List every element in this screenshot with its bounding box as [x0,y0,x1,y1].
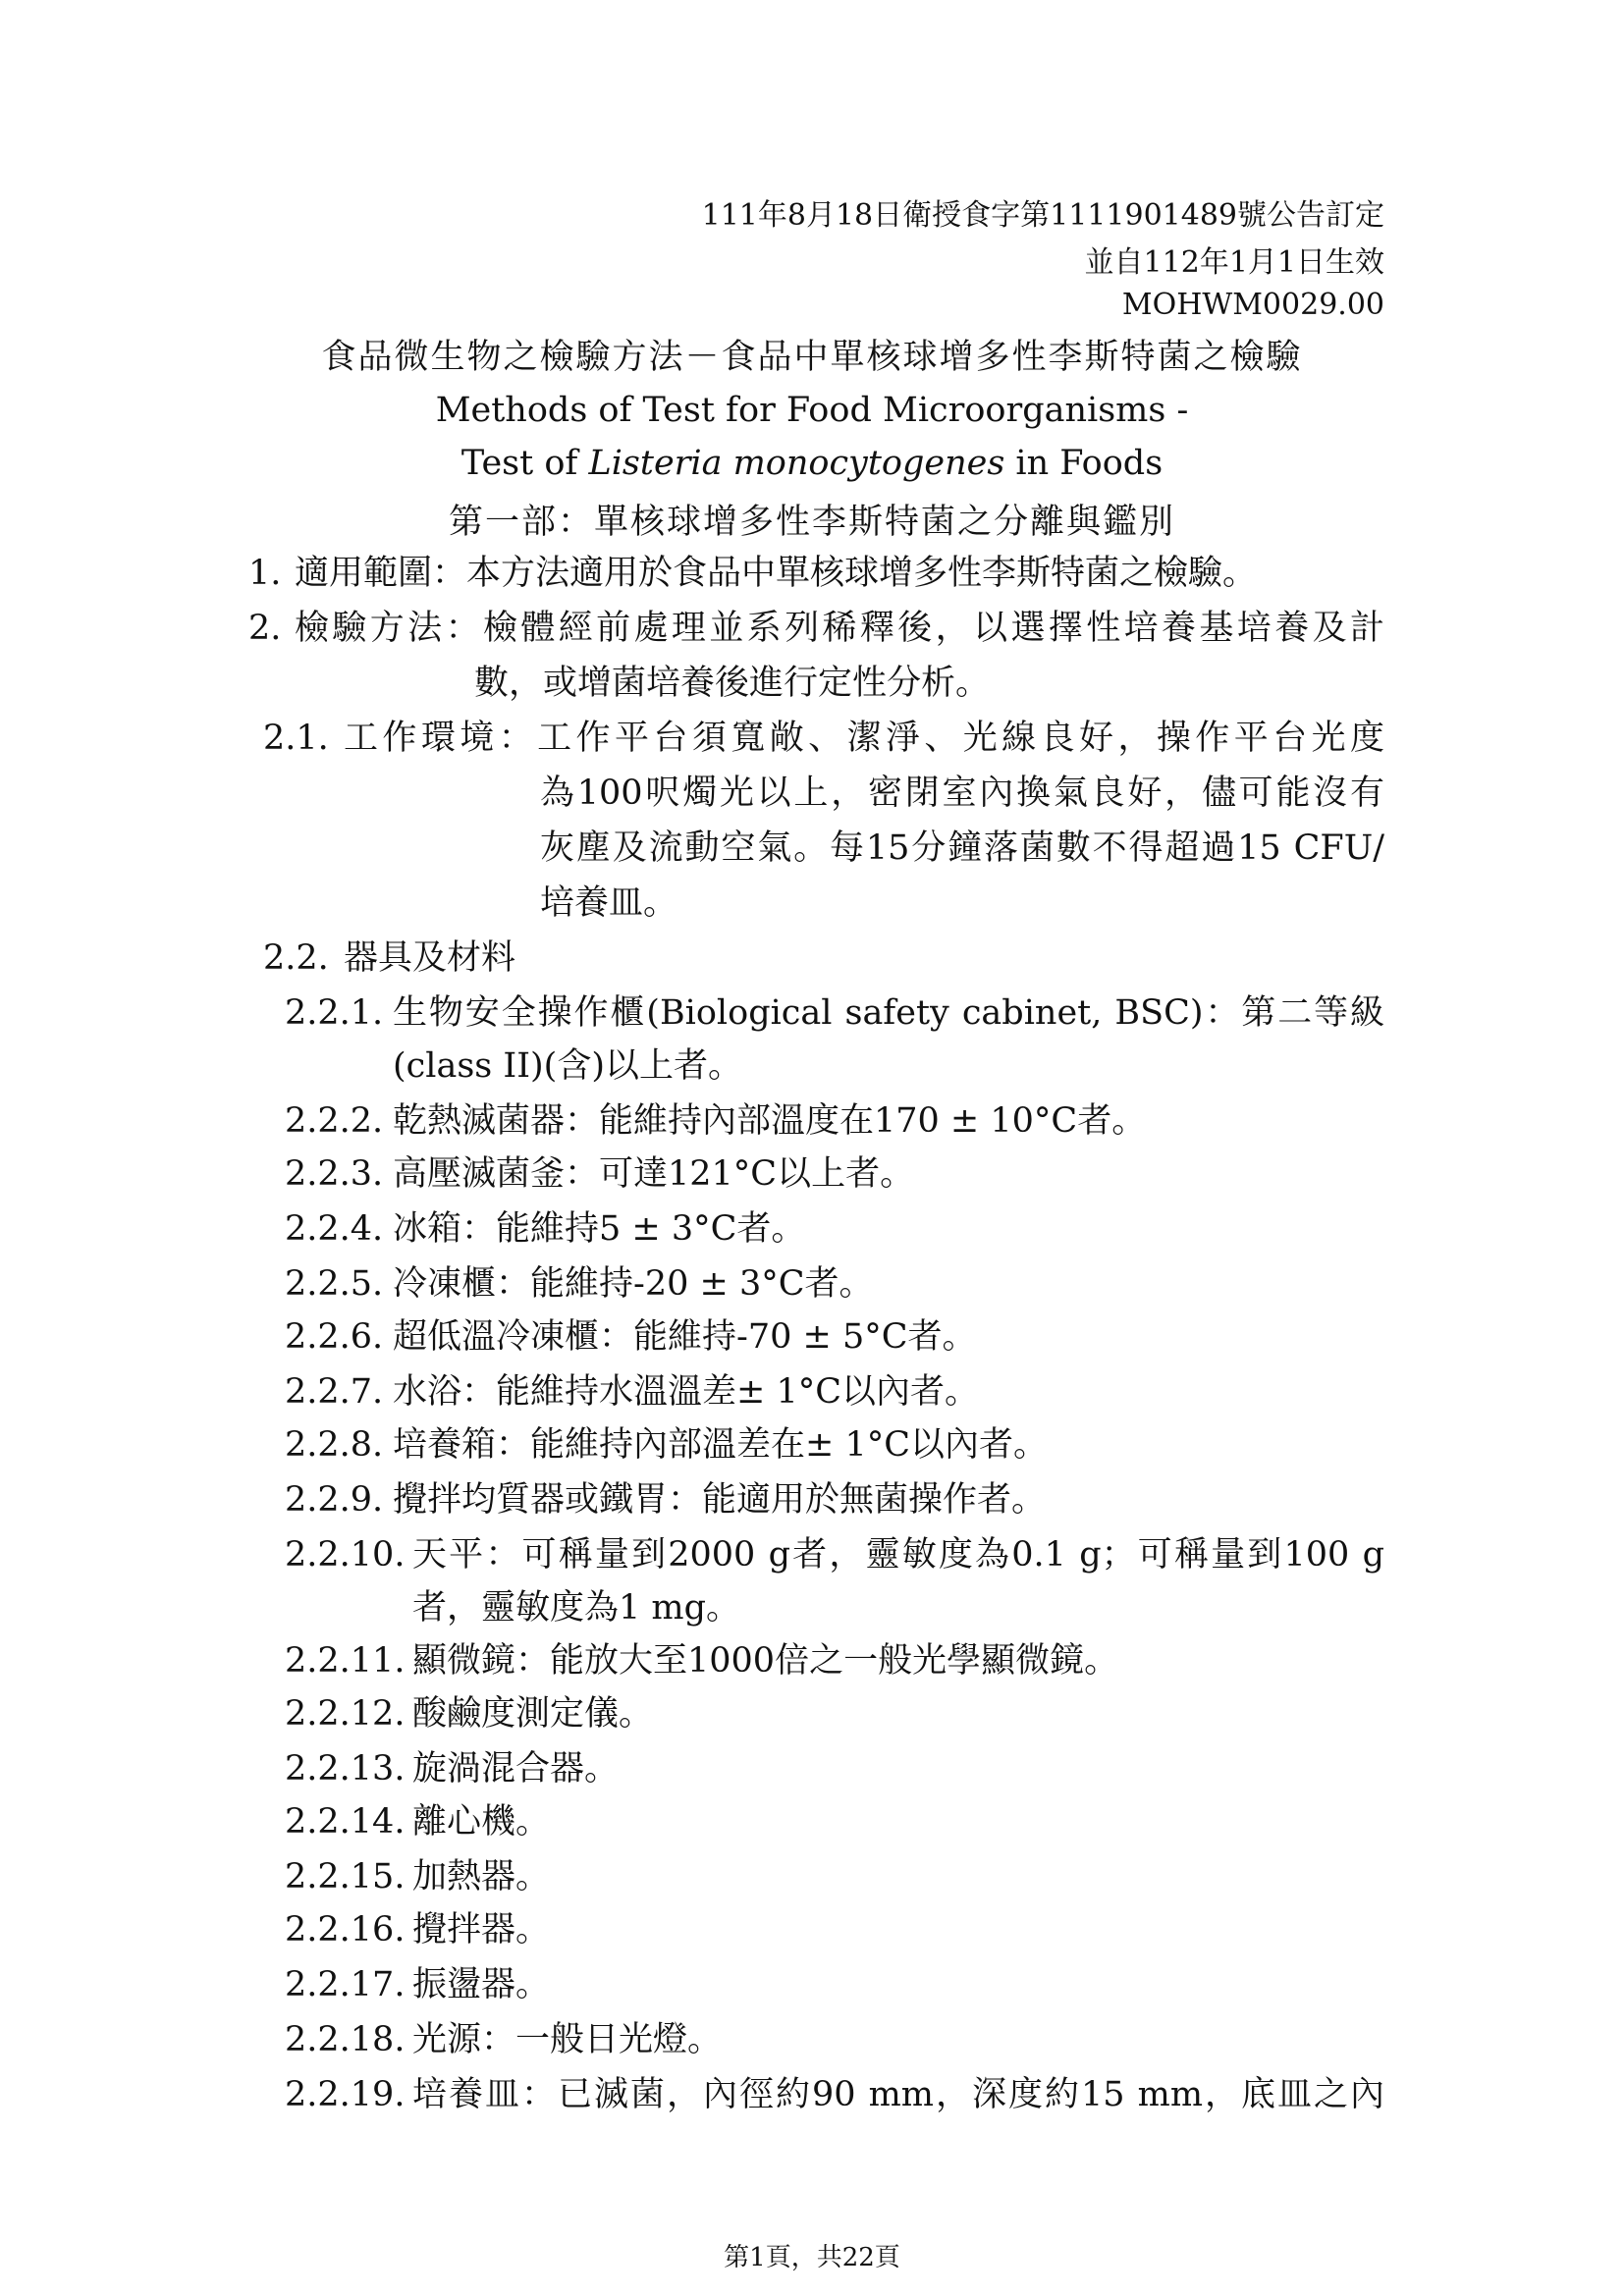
item-text: 攪拌均質器或鐵胃：能適用於無菌操作者。 [393,1480,1047,1520]
item-number: 2.2.7. [285,1372,384,1412]
section-2-line1: 檢驗方法：檢體經前處理並系列稀釋後，以選擇性培養基培養及計 [295,609,1384,648]
item-text: 高壓滅菌釜：可達121°C以上者。 [393,1154,915,1194]
item-text: 光源：一般日光燈。 [412,2020,723,2059]
section-2-line2: 數，或增菌培養後進行定性分析。 [474,664,991,703]
item-number: 2.2.10. [285,1535,406,1575]
section-1-number: 1. [248,554,282,593]
section-2-1-line2: 為100呎燭光以上，密閉室內換氣良好，儘可能沒有 [540,774,1384,813]
item-text: 天平：可稱量到2000 g者，靈敏度為0.1 g；可稱量到100 g [412,1535,1384,1575]
section-2-2-heading: 器具及材料 [344,938,516,978]
item-text: 顯微鏡：能放大至1000倍之一般光學顯微鏡。 [412,1641,1119,1681]
item-number: 2.2.8. [285,1425,384,1465]
title-english-line2: Test of Listeria monocytogenes in Foods [460,444,1164,483]
item-number: 2.2.9. [285,1480,384,1520]
item-number: 2.2.6. [285,1317,384,1357]
item-number: 2.2.1. [285,993,384,1033]
announcement-line: 111年8月18日衛授食字第1111901489號公告訂定 [701,198,1384,233]
document-code: MOHWM0029.00 [1121,288,1384,322]
item-number: 2.2.3. [285,1154,384,1194]
item-text: 水浴：能維持水溫溫差± 1°C以內者。 [393,1372,980,1412]
item-number: 2.2.2. [285,1101,384,1141]
title-chinese: 食品微生物之檢驗方法－食品中單核球增多性李斯特菌之檢驗 [321,338,1303,377]
item-text: 酸鹼度測定儀。 [412,1694,654,1734]
item-text: 旋渦混合器。 [412,1749,620,1789]
item-text: 培養皿：已滅菌，內徑約90 mm，深度約15 mm，底皿之內 [412,2075,1384,2114]
section-2-1-line4: 培養皿。 [540,883,678,923]
item-number: 2.2.19. [285,2075,406,2114]
item-number: 2.2.14. [285,1802,406,1842]
item-text-continued: (class II)(含)以上者。 [393,1046,742,1086]
item-text: 生物安全操作櫃(Biological safety cabinet, BSC)：第二等級 [393,993,1384,1033]
item-text: 攪拌器。 [412,1910,551,1949]
item-text: 冰箱：能維持5 ± 3°C者。 [393,1209,806,1249]
item-text: 超低溫冷凍櫃：能維持-70 ± 5°C者。 [393,1317,977,1357]
item-number: 2.2.17. [285,1965,406,2004]
item-text: 加熱器。 [412,1857,551,1896]
section-2-1-line1: 工作環境：工作平台須寬敞、潔淨、光線良好，操作平台光度 [344,719,1384,758]
title-english-line1: Methods of Test for Food Microorganisms - [435,391,1189,430]
item-text-continued: 者，靈敏度為1 mg。 [412,1588,740,1628]
item-text: 振盪器。 [412,1965,551,2004]
item-text: 離心機。 [412,1802,551,1842]
section-2-1-number: 2.1. [263,719,329,758]
item-text: 冷凍櫃：能維持-20 ± 3°C者。 [393,1264,874,1304]
section-1-text: 適用範圍：本方法適用於食品中單核球增多性李斯特菌之檢驗。 [295,554,1258,593]
page-number-footer: 第1頁，共22頁 [724,2243,900,2272]
item-number: 2.2.18. [285,2020,406,2059]
item-text: 乾熱滅菌器：能維持內部溫度在170 ± 10°C者。 [393,1101,1147,1141]
effective-date-line: 並自112年1月1日生效 [1084,245,1384,280]
item-number: 2.2.13. [285,1749,406,1789]
part-heading: 第一部：單核球增多性李斯特菌之分離與鑑別 [448,503,1175,542]
item-number: 2.2.16. [285,1910,406,1949]
item-text: 培養箱：能維持內部溫差在± 1°C以內者。 [393,1425,1049,1465]
item-number: 2.2.5. [285,1264,384,1304]
section-2-1-line3: 灰塵及流動空氣。每15分鐘落菌數不得超過15 CFU/ [540,828,1384,868]
item-number: 2.2.15. [285,1857,406,1896]
section-2-2-number: 2.2. [263,938,329,978]
section-2-number: 2. [248,609,282,648]
item-number: 2.2.12. [285,1694,406,1734]
item-number: 2.2.4. [285,1209,384,1249]
item-number: 2.2.11. [285,1641,406,1681]
